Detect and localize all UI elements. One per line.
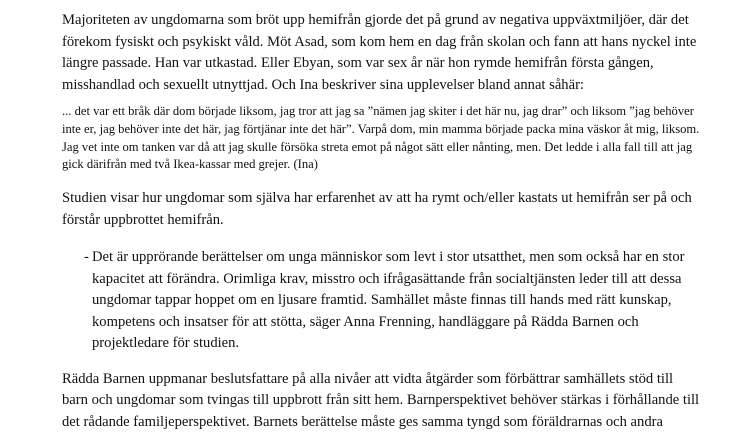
- bullet-item: [62, 247, 702, 355]
- quote-paragraph: ... det var ett bråk där dom började liksom, jag tror att jag sa ”nämen jag skiter i det här nu, jag drar” och liksom ”jag behöver inte er, jag behöver inte det här, jag förtjänar inte det här”. Varpå dom, min mamma började packa mina väskor åt mig, liksom. Jag vet inte om tanken var då att jag skulle försöka streta emot på något sätt eller nånting, men. Det ledde i alla fall till att jag gick därifrån med två Ikea-kassar med grejer. (Ina): [62, 104, 700, 172]
- bullet-marker: -: [84, 249, 89, 266]
- closing-paragraph: Rädda Barnen uppmanar beslutsfattare på alla nivåer att vidta åtgärder som förbättrar samhällets stöd till barn och ungdomar som tvingas till uppbrott från sitt hem. Barnperspektivet behöver stärkas i förhållande till det rådande familjeperspektivet. Barnets berättelse måste ges samma tyngd som föräldrarnas och andra: [62, 370, 700, 430]
- study-paragraph: Studien visar hur ungdomar som själva har erfarenhet av att ha rymt och/eller kastats ut hemifrån ser på och förstår uppbrottet hemifrån.: [62, 190, 692, 228]
- bullet-paragraph: Det är upprörande berättelser om unga människor som levt i stor utsatthet, men som också har en stor kapacitet att förändra. Orimliga krav, misstro och ifrågasättande från socialtjänsten leder till att dessa ungdomar tappar hoppet om en ljusare framtid. Samhället måste finnas till hands med rätt kunskap, kompetens och insatser för att stötta, säger Anna Frenning, handläggare på Rädda Barnen och projektledare för studien.: [92, 249, 685, 352]
- intro-paragraph: Majoriteten av ungdomarna som bröt upp hemifrån gjorde det på grund av negativa uppväxtmiljöer, där det förekom fysiskt och psykiskt våld. Möt Asad, som kom hem en dag från skolan och fann att hans nyckel inte längre passade. Han var utkastad. Eller Ebyan, som var sex år när hon rymde hemifrån första gången, misshandlad och sexuellt utnyttjad. Och Ina beskriver sina upplevelser bland annat såhär:: [62, 12, 697, 93]
- document-page: [62, 10, 702, 433]
